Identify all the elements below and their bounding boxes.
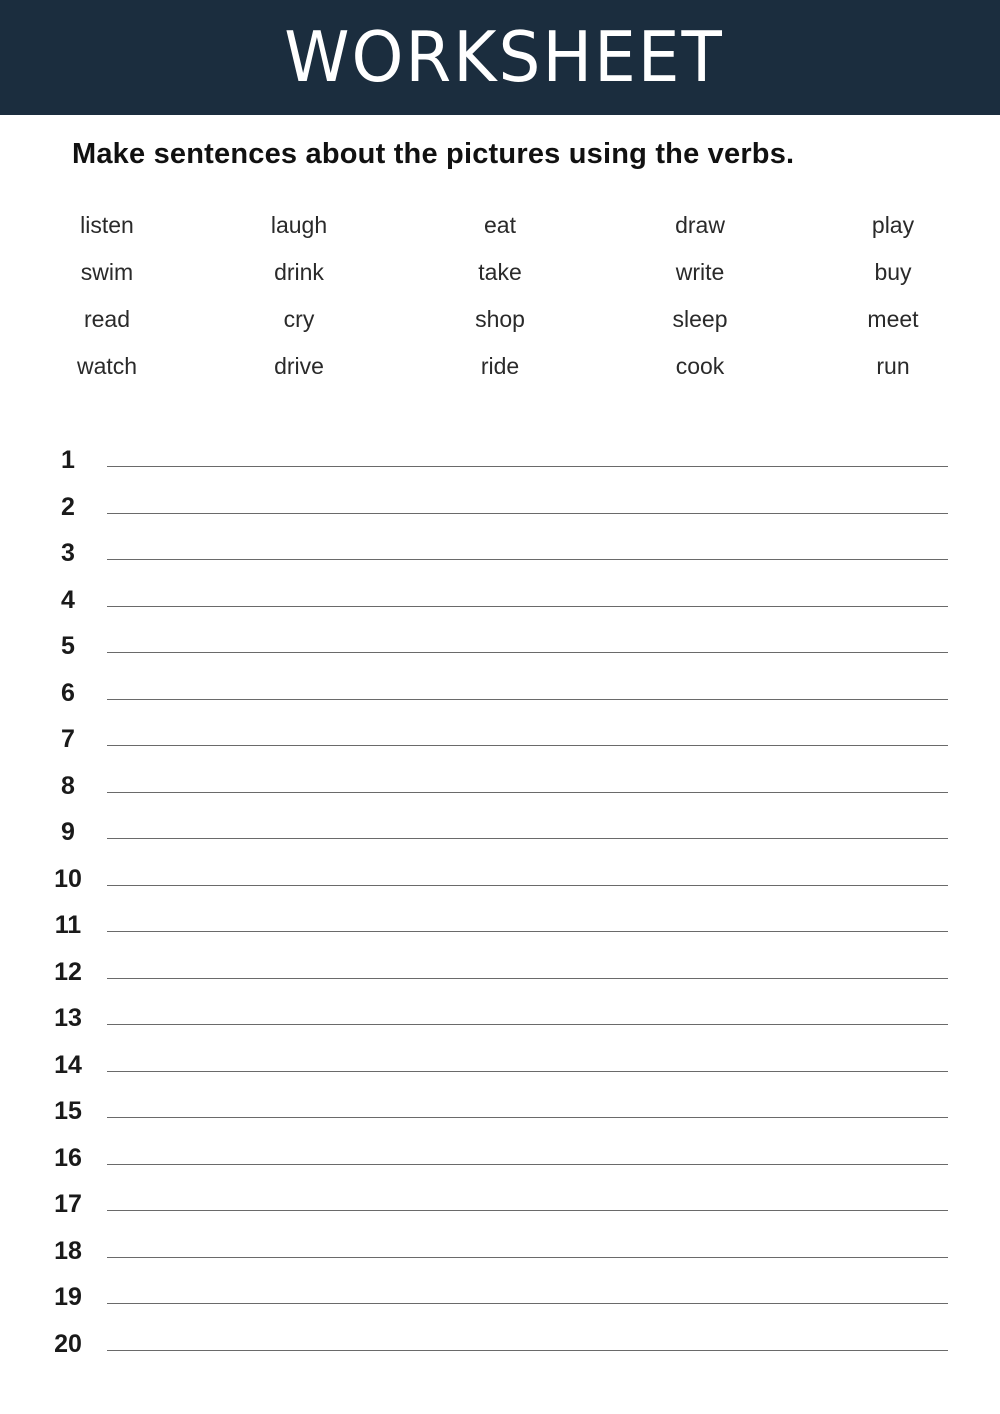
answer-line-row (0, 998, 1000, 1045)
verb-word: play (871, 212, 915, 238)
verb-word: cry (283, 306, 315, 332)
verb-row (0, 259, 1000, 306)
line-number: 7 (61, 725, 75, 753)
answer-input-5[interactable] (107, 630, 948, 653)
answer-line-row (0, 859, 1000, 906)
answer-line-row (0, 580, 1000, 627)
line-number: 12 (54, 957, 82, 986)
answer-line-row (0, 626, 1000, 673)
line-number: 13 (54, 1004, 82, 1032)
answer-input-13[interactable] (107, 1002, 948, 1025)
answer-line-row (0, 719, 1000, 766)
verb-word: cook (675, 353, 725, 379)
verb-word: meet (867, 306, 919, 332)
verb-word: drive (274, 353, 324, 379)
line-number: 5 (61, 632, 75, 660)
line-number: 1 (61, 446, 75, 474)
answer-line-row (0, 1138, 1000, 1185)
line-number: 2 (61, 492, 75, 521)
verb-word: take (478, 259, 522, 285)
answer-input-9[interactable] (107, 816, 948, 839)
verb-word: shop (475, 306, 525, 332)
line-number: 14 (54, 1050, 82, 1079)
answer-line-row (0, 1231, 1000, 1278)
answer-input-16[interactable] (107, 1142, 948, 1165)
verb-word: laugh (270, 212, 328, 238)
verb-word: run (876, 353, 910, 379)
answer-line-row (0, 1045, 1000, 1092)
line-number: 4 (61, 585, 75, 614)
line-number: 19 (54, 1283, 82, 1311)
answer-line-row (0, 1277, 1000, 1324)
answer-line-row (0, 440, 1000, 487)
answer-input-14[interactable] (107, 1049, 948, 1072)
line-number: 11 (54, 911, 82, 939)
worksheet-title: WORKSHEET (284, 17, 724, 98)
answer-input-3[interactable] (107, 537, 948, 560)
answer-input-2[interactable] (107, 491, 948, 514)
verb-word: drink (274, 259, 324, 285)
answer-input-7[interactable] (107, 723, 948, 746)
line-number: 3 (61, 539, 75, 567)
answer-line-row (0, 1184, 1000, 1231)
verb-word: read (83, 306, 131, 332)
verb-word: ride (480, 353, 520, 379)
answer-input-15[interactable] (107, 1095, 948, 1118)
answer-input-11[interactable] (107, 909, 948, 932)
line-number: 20 (54, 1329, 82, 1358)
answer-input-17[interactable] (107, 1188, 948, 1211)
instruction-text: Make sentences about the pictures using the verbs. (72, 138, 795, 170)
line-number: 10 (54, 864, 82, 893)
answer-input-20[interactable] (107, 1328, 948, 1351)
answer-line-row (0, 1324, 1000, 1371)
verb-word: watch (76, 353, 138, 379)
verb-word: listen (80, 212, 134, 238)
answer-input-10[interactable] (107, 863, 948, 886)
answer-input-6[interactable] (107, 677, 948, 700)
verb-row (0, 212, 1000, 259)
answer-input-1[interactable] (107, 444, 948, 467)
answer-line-row (0, 533, 1000, 580)
answer-input-19[interactable] (107, 1281, 948, 1304)
answer-input-4[interactable] (107, 584, 948, 607)
verb-word: buy (874, 259, 912, 285)
answer-line-row (0, 673, 1000, 720)
line-number: 8 (61, 771, 75, 800)
verb-word: eat (484, 212, 516, 238)
verb-row (0, 353, 1000, 400)
line-number: 6 (61, 678, 75, 707)
line-number: 17 (54, 1190, 82, 1218)
answer-line-row (0, 952, 1000, 999)
answer-line-row (0, 487, 1000, 534)
verb-row (0, 306, 1000, 353)
answer-line-row (0, 812, 1000, 859)
verb-word: swim (80, 259, 134, 285)
answer-input-18[interactable] (107, 1235, 948, 1258)
line-number: 16 (54, 1143, 82, 1172)
worksheet-header (0, 0, 1000, 115)
answer-input-8[interactable] (107, 770, 948, 793)
answer-line-row (0, 905, 1000, 952)
line-number: 18 (54, 1236, 82, 1265)
answer-input-12[interactable] (107, 956, 948, 979)
answer-line-row (0, 1091, 1000, 1138)
answer-line-row (0, 766, 1000, 813)
line-number: 15 (54, 1097, 82, 1125)
verb-word: draw (675, 212, 725, 238)
answer-lines (0, 440, 1000, 1370)
verb-word: sleep (672, 306, 728, 332)
line-number: 9 (61, 818, 75, 846)
verb-bank (0, 212, 1000, 400)
verb-word: write (675, 259, 725, 285)
